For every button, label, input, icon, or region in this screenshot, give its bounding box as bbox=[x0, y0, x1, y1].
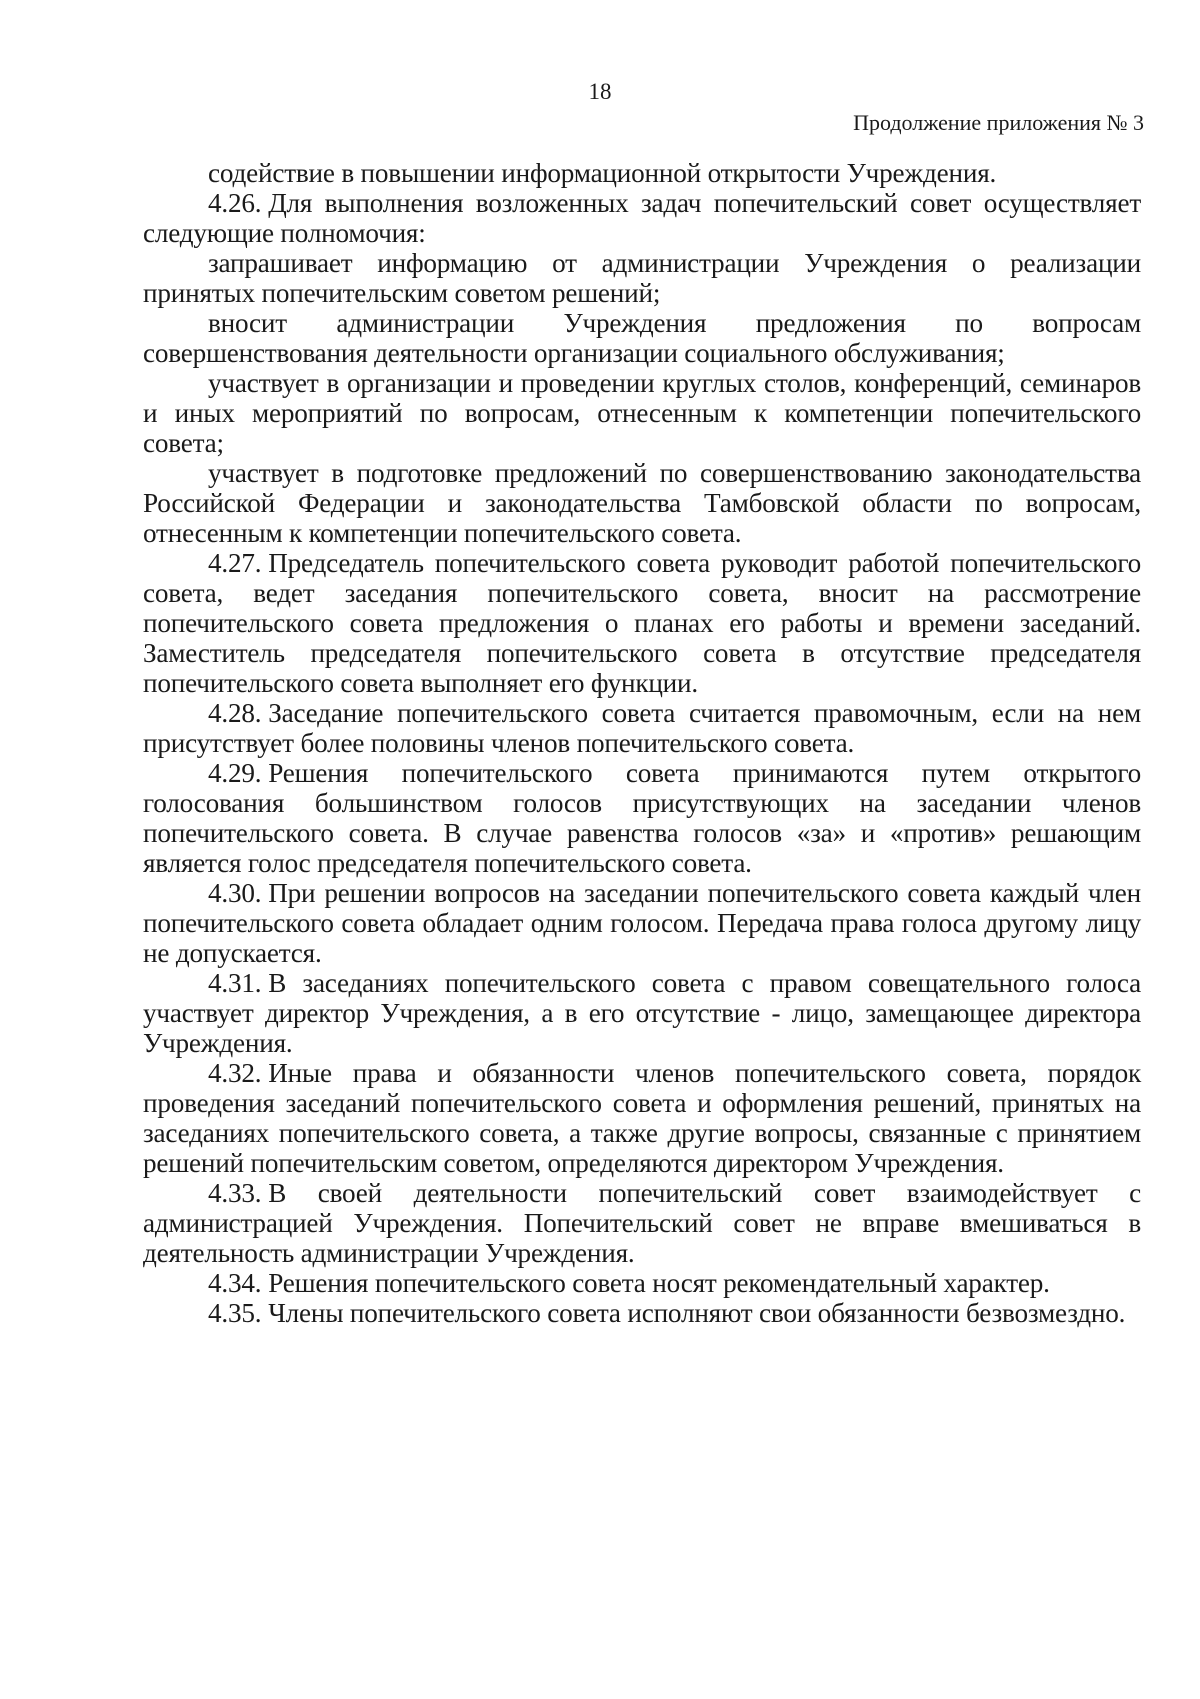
paragraph-text: запрашивает информацию от администрации Учреждения о реализации принятых попечительским советом решений; bbox=[143, 248, 1141, 308]
paragraph-text: Заседание попечительского совета считается правомочным, если на нем присутствует более половины членов попечительского совета. bbox=[143, 698, 1141, 758]
paragraph-text: Члены попечительского совета исполняют свои обязанности безвозмездно. bbox=[268, 1298, 1126, 1328]
item-number: 4.33. bbox=[208, 1178, 262, 1208]
item-number: 4.29. bbox=[208, 758, 262, 788]
paragraph-continuation bbox=[143, 158, 1141, 188]
item-number: 4.27. bbox=[208, 548, 262, 578]
power-item-request-info bbox=[143, 248, 1141, 308]
paragraph-text: содействие в повышении информационной открытости Учреждения. bbox=[208, 158, 997, 188]
paragraph-text: Для выполнения возложенных задач попечительский совет осуществляет следующие полномочия: bbox=[143, 188, 1141, 248]
paragraph-text: В заседаниях попечительского совета с правом совещательного голоса участвует директор Учреждения, а в его отсутствие - лицо, замещающее директора Учреждения. bbox=[143, 968, 1141, 1058]
item-number: 4.28. bbox=[208, 698, 262, 728]
paragraph-4-26 bbox=[143, 188, 1141, 248]
paragraph-text: вносит администрации Учреждения предложения по вопросам совершенствования деятельности организации социального обслуживания; bbox=[143, 308, 1141, 368]
paragraph-4-32 bbox=[143, 1058, 1141, 1178]
paragraph-4-34 bbox=[143, 1268, 1141, 1298]
item-number: 4.34. bbox=[208, 1268, 262, 1298]
paragraph-text: Иные права и обязанности членов попечительского совета, порядок проведения заседаний попечительского совета и оформления решений, принятых на заседаниях попечительского совета, а также другие вопросы, связанные с принятием решений попечительским советом, определяются директором Учреждения. bbox=[143, 1058, 1141, 1178]
paragraph-4-29 bbox=[143, 758, 1141, 878]
paragraph-text: Решения попечительского совета носят рекомендательный характер. bbox=[268, 1268, 1050, 1298]
item-number: 4.35. bbox=[208, 1298, 262, 1328]
power-item-submit-proposals bbox=[143, 308, 1141, 368]
paragraph-4-31 bbox=[143, 968, 1141, 1058]
paragraph-4-35 bbox=[143, 1298, 1141, 1328]
paragraph-4-27 bbox=[143, 548, 1141, 698]
paragraph-text: Председатель попечительского совета руководит работой попечительского совета, ведет заседания попечительского совета, вносит на рассмотрение попечительского совета предложения о планах его работы и времени заседаний. Заместитель председателя попечительского совета в отсутствие председателя попечительского совета выполняет его функции. bbox=[143, 548, 1141, 698]
item-number: 4.30. bbox=[208, 878, 262, 908]
power-item-events bbox=[143, 368, 1141, 458]
paragraph-4-28 bbox=[143, 698, 1141, 758]
paragraph-text: участвует в организации и проведении круглых столов, конференций, семинаров и иных мероприятий по вопросам, отнесенным к компетенции попечительского совета; bbox=[143, 368, 1141, 458]
power-item-legislation bbox=[143, 458, 1141, 548]
paragraph-text: Решения попечительского совета принимаются путем открытого голосования большинством голосов присутствующих на заседании членов попечительского совета. В случае равенства голосов «за» и «против» решающим является голос председателя попечительского совета. bbox=[143, 758, 1141, 878]
paragraph-text: При решении вопросов на заседании попечительского совета каждый член попечительского совета обладает одним голосом. Передача права голоса другому лицу не допускается. bbox=[143, 878, 1141, 968]
running-header: Продолжение приложения № 3 bbox=[853, 110, 1144, 135]
page-number: 18 bbox=[588, 79, 612, 104]
paragraph-text: участвует в подготовке предложений по совершенствованию законодательства Российской Федерации и законодательства Тамбовской области по вопросам, отнесенным к компетенции попечительского совета. bbox=[143, 458, 1141, 548]
document-body bbox=[143, 158, 1141, 1328]
paragraph-4-33 bbox=[143, 1178, 1141, 1268]
item-number: 4.26. bbox=[208, 188, 262, 218]
paragraph-4-30 bbox=[143, 878, 1141, 968]
item-number: 4.32. bbox=[208, 1058, 262, 1088]
item-number: 4.31. bbox=[208, 968, 262, 998]
paragraph-text: В своей деятельности попечительский совет взаимодействует с администрацией Учреждения. Попечительский совет не вправе вмешиваться в деятельность администрации Учреждения. bbox=[143, 1178, 1141, 1268]
